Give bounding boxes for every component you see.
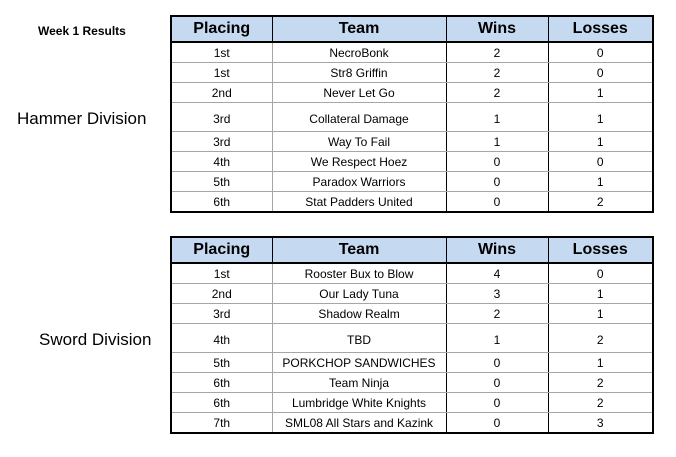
cell-team: Never Let Go	[272, 83, 446, 103]
cell-placing: 7th	[171, 413, 272, 434]
cell-losses: 2	[548, 393, 653, 413]
table-row	[171, 63, 653, 83]
cell-placing: 3rd	[171, 103, 272, 132]
cell-team: Team Ninja	[272, 373, 446, 393]
cell-placing: 4th	[171, 324, 272, 353]
header-placing: Placing	[171, 16, 272, 42]
header-losses: Losses	[548, 16, 653, 42]
cell-wins: 0	[446, 393, 548, 413]
header-wins: Wins	[446, 16, 548, 42]
table-row	[171, 192, 653, 213]
cell-losses: 2	[548, 373, 653, 393]
page-title: Week 1 Results	[38, 24, 126, 38]
cell-placing: 1st	[171, 42, 272, 63]
table-row	[171, 284, 653, 304]
cell-placing: 6th	[171, 373, 272, 393]
table-row	[171, 172, 653, 192]
cell-team: PORKCHOP SANDWICHES	[272, 353, 446, 373]
cell-placing: 3rd	[171, 304, 272, 324]
cell-wins: 0	[446, 172, 548, 192]
cell-losses: 1	[548, 353, 653, 373]
table-row	[171, 324, 653, 353]
cell-team: Stat Padders United	[272, 192, 446, 213]
cell-team: Str8 Griffin	[272, 63, 446, 83]
cell-placing: 1st	[171, 63, 272, 83]
cell-placing: 5th	[171, 353, 272, 373]
table-row	[171, 304, 653, 324]
cell-losses: 3	[548, 413, 653, 434]
sword-division-table	[170, 236, 654, 434]
table-row	[171, 152, 653, 172]
cell-losses: 0	[548, 63, 653, 83]
header-wins: Wins	[446, 237, 548, 263]
cell-losses: 1	[548, 304, 653, 324]
cell-placing: 6th	[171, 192, 272, 213]
cell-losses: 1	[548, 172, 653, 192]
cell-losses: 2	[548, 324, 653, 353]
cell-wins: 0	[446, 152, 548, 172]
header-team: Team	[272, 16, 446, 42]
cell-placing: 6th	[171, 393, 272, 413]
cell-losses: 0	[548, 152, 653, 172]
header-placing: Placing	[171, 237, 272, 263]
cell-team: TBD	[272, 324, 446, 353]
cell-team: Shadow Realm	[272, 304, 446, 324]
table-row	[171, 413, 653, 434]
cell-wins: 1	[446, 324, 548, 353]
table-row	[171, 132, 653, 152]
table-row	[171, 353, 653, 373]
cell-wins: 2	[446, 83, 548, 103]
cell-placing: 2nd	[171, 83, 272, 103]
cell-losses: 1	[548, 132, 653, 152]
cell-wins: 0	[446, 413, 548, 434]
cell-losses: 1	[548, 83, 653, 103]
cell-losses: 1	[548, 103, 653, 132]
cell-placing: 5th	[171, 172, 272, 192]
cell-wins: 1	[446, 103, 548, 132]
cell-placing: 4th	[171, 152, 272, 172]
hammer-division-table	[170, 15, 654, 213]
table-row	[171, 373, 653, 393]
cell-placing: 2nd	[171, 284, 272, 304]
table-row	[171, 393, 653, 413]
cell-wins: 2	[446, 304, 548, 324]
cell-losses: 0	[548, 263, 653, 284]
cell-team: Paradox Warriors	[272, 172, 446, 192]
table-row	[171, 42, 653, 63]
table-header-row	[171, 237, 653, 263]
cell-team: Lumbridge White Knights	[272, 393, 446, 413]
cell-losses: 1	[548, 284, 653, 304]
division-label-sword: Sword Division	[39, 330, 152, 349]
cell-wins: 3	[446, 284, 548, 304]
cell-wins: 0	[446, 353, 548, 373]
cell-team: Rooster Bux to Blow	[272, 263, 446, 284]
cell-wins: 1	[446, 132, 548, 152]
table-row	[171, 83, 653, 103]
cell-team: NecroBonk	[272, 42, 446, 63]
cell-placing: 1st	[171, 263, 272, 284]
cell-wins: 0	[446, 192, 548, 213]
cell-losses: 2	[548, 192, 653, 213]
table-row	[171, 103, 653, 132]
cell-team: Collateral Damage	[272, 103, 446, 132]
header-losses: Losses	[548, 237, 653, 263]
cell-wins: 4	[446, 263, 548, 284]
cell-wins: 0	[446, 373, 548, 393]
table-header-row	[171, 16, 653, 42]
header-team: Team	[272, 237, 446, 263]
cell-team: SML08 All Stars and Kazink	[272, 413, 446, 434]
cell-wins: 2	[446, 42, 548, 63]
cell-placing: 3rd	[171, 132, 272, 152]
table-row	[171, 263, 653, 284]
cell-team: We Respect Hoez	[272, 152, 446, 172]
cell-losses: 0	[548, 42, 653, 63]
cell-team: Way To Fail	[272, 132, 446, 152]
cell-wins: 2	[446, 63, 548, 83]
cell-team: Our Lady Tuna	[272, 284, 446, 304]
division-label-hammer: Hammer Division	[17, 109, 147, 128]
